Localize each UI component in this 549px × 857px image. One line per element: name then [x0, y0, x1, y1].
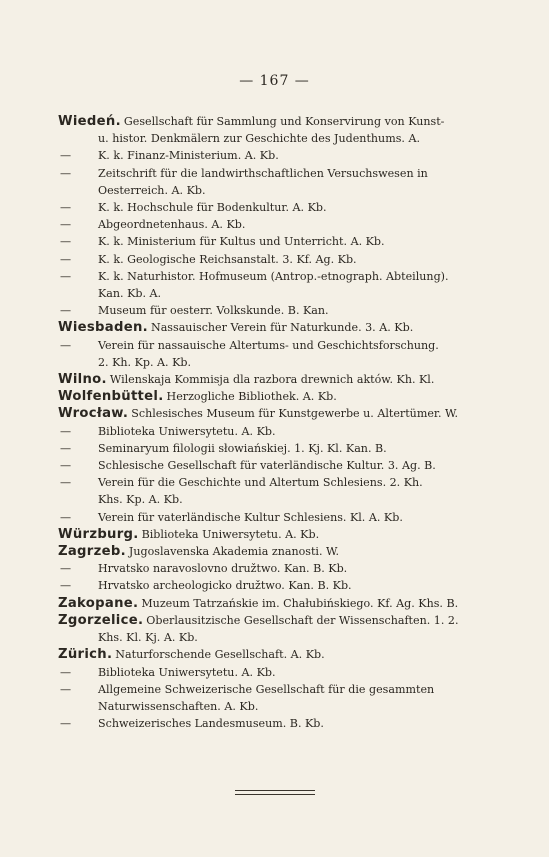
- entry-continuation: Khs. Kp. A. Kb.: [98, 493, 183, 507]
- entry-text: Schlesisches Museum für Kunstgewerbe u. Altertümer. W.: [131, 407, 459, 421]
- entry-text: Jugoslavenska Akademia znanosti. W.: [128, 545, 340, 559]
- entry-text: K. k. Finanz-Ministerium. A. Kb.: [98, 149, 279, 163]
- city-name: Wiedeń.: [58, 114, 121, 129]
- city-name: Zakopane.: [58, 595, 139, 611]
- entry-text: Schweizerisches Landesmuseum. B. Kb.: [98, 717, 324, 731]
- ditto-dash: —: [60, 269, 72, 283]
- city-name: Wiesbaden.: [58, 320, 148, 336]
- entry-row: [58, 526, 478, 543]
- ditto-dash: —: [60, 717, 72, 731]
- entry-text: K. k. Geologische Reichsanstalt. 3. Kf. Ag. Kb.: [98, 252, 357, 266]
- entry-text: Zeitschrift für die landwirthschaftlichen Versuchswesen in: [98, 166, 428, 180]
- city-name: Wilno.: [58, 372, 107, 388]
- entry-continuation: Oesterreich. A. Kb.: [98, 183, 206, 197]
- entry-row: [58, 664, 478, 681]
- end-rule: [0, 790, 549, 795]
- entry-row: [58, 646, 478, 663]
- entry-row: [58, 423, 478, 440]
- ditto-dash: —: [60, 338, 72, 352]
- ditto-dash: —: [60, 459, 72, 473]
- entry-text: Biblioteka Uniwersytetu. A. Kb.: [98, 424, 276, 438]
- ditto-dash: —: [60, 441, 72, 455]
- entry-continuation: Naturwissenschaften. A. Kb.: [98, 699, 259, 713]
- entry-row: [58, 595, 478, 612]
- entry-row: [58, 474, 478, 491]
- ditto-dash: —: [60, 579, 72, 593]
- entry-text: Herzogliche Bibliothek. A. Kb.: [166, 390, 337, 404]
- entry-text: Muzeum Tatrzańskie im. Chałubińskiego. Kf. Ag. Khs. B.: [141, 596, 459, 610]
- entry-text: Hrvatsko archeologicko družtwo. Kan. B. Kb.: [98, 579, 352, 593]
- entry-text: Gesellschaft für Sammlung und Konservirung von Kunst-: [123, 115, 445, 128]
- ditto-dash: —: [60, 682, 72, 696]
- city-name: Wrocław.: [58, 406, 129, 422]
- entry-row: [58, 543, 478, 560]
- rule-line: [235, 790, 315, 791]
- entry-row: [58, 337, 478, 354]
- ditto-dash: —: [60, 562, 72, 576]
- entry-text: Allgemeine Schweizerische Gesellschaft für die gesammten: [98, 682, 435, 696]
- entry-continuation: 2. Kh. Kp. A. Kb.: [98, 355, 192, 369]
- ditto-dash: —: [60, 218, 72, 232]
- entry-row: [58, 199, 478, 216]
- entry-text: Naturforschende Gesellschaft. A. Kb.: [115, 648, 325, 662]
- entry-continuation: Kan. Kb. A.: [98, 287, 162, 301]
- entry-row: [58, 302, 478, 319]
- ditto-dash: —: [60, 201, 72, 215]
- entry-text: Biblioteka Uniwersytetu. A. Kb.: [141, 527, 320, 541]
- ditto-dash: —: [60, 252, 72, 266]
- entry-text: Museum für oesterr. Volkskunde. B. Kan.: [98, 304, 329, 318]
- entry-text: Seminaryum filologii słowiańskiej. 1. Kj. Kl. Kan. B.: [98, 441, 387, 455]
- entry-text: K. k. Ministerium für Kultus und Unterricht. A. Kb.: [98, 235, 385, 249]
- city-name: Würzburg.: [58, 526, 139, 542]
- entry-continuation: Khs. Kl. Kj. A. Kb.: [98, 631, 198, 645]
- ditto-dash: —: [60, 476, 72, 490]
- ditto-dash: —: [60, 149, 72, 163]
- entry-row: [58, 457, 478, 474]
- entry-row: [58, 165, 478, 182]
- institution-list: [58, 113, 478, 732]
- entry-row: [58, 509, 478, 526]
- entry-row: [58, 388, 478, 405]
- page-number: — 167 —: [239, 73, 310, 89]
- entry-row: [58, 440, 478, 457]
- ditto-dash: —: [60, 304, 72, 318]
- city-name: Zürich.: [58, 647, 113, 663]
- city-name: Wolfenbüttel.: [58, 389, 164, 405]
- entry-text: Abgeordnetenhaus. A. Kb.: [98, 218, 246, 232]
- entry-row: [58, 405, 478, 422]
- ditto-dash: —: [60, 665, 72, 679]
- entry-row: [58, 319, 478, 336]
- rule-line: [235, 794, 315, 795]
- entry-row: [58, 268, 478, 285]
- entry-continuation: u. histor. Denkmälern zur Geschichte des Judenthums. A.: [98, 132, 420, 146]
- entry-row: [58, 147, 478, 164]
- entry-row: [58, 233, 478, 250]
- ditto-dash: —: [60, 166, 72, 180]
- entry-row: [58, 577, 478, 594]
- entry-row: [58, 612, 478, 629]
- ditto-dash: —: [60, 235, 72, 249]
- entry-row: [58, 371, 478, 388]
- ditto-dash: —: [60, 424, 72, 438]
- entry-row: [58, 681, 478, 698]
- entry-row: [58, 560, 478, 577]
- entry-text: Hrvatsko naravoslovno družtwo. Kan. B. Kb.: [98, 562, 348, 576]
- entry-text: Oberlausitzische Gesellschaft der Wissenschaften. 1. 2.: [146, 613, 459, 627]
- entry-text: Nassauischer Verein für Naturkunde. 3. A. Kb.: [150, 321, 414, 335]
- entry-row: [58, 251, 478, 268]
- entry-text: Verein für vaterländische Kultur Schlesiens. Kl. A. Kb.: [98, 510, 403, 524]
- entry-text: Biblioteka Uniwersytetu. A. Kb.: [98, 665, 276, 679]
- entry-text: Schlesische Gesellschaft für vaterländische Kultur. 3. Ag. B.: [98, 459, 436, 473]
- entry-text: Wilenskaja Kommisja dla razbora drewnich aktów. Kh. Kl.: [109, 373, 435, 387]
- entry-row: [58, 113, 478, 130]
- entry-text: K. k. Naturhistor. Hofmuseum (Antrop.-etnograph. Abteilung).: [98, 269, 449, 283]
- ditto-dash: —: [60, 510, 72, 524]
- entry-row: [58, 216, 478, 233]
- city-name: Zagrzeb.: [58, 544, 126, 560]
- entry-text: Verein für die Geschichte und Altertum Schlesiens. 2. Kh.: [98, 476, 423, 490]
- entry-row: [58, 715, 478, 732]
- entry-text: Verein für nassauische Altertums- und Geschichtsforschung.: [98, 338, 439, 352]
- entry-text: K. k. Hochschule für Bodenkultur. A. Kb.: [98, 201, 327, 215]
- city-name: Zgorzelice.: [58, 612, 144, 628]
